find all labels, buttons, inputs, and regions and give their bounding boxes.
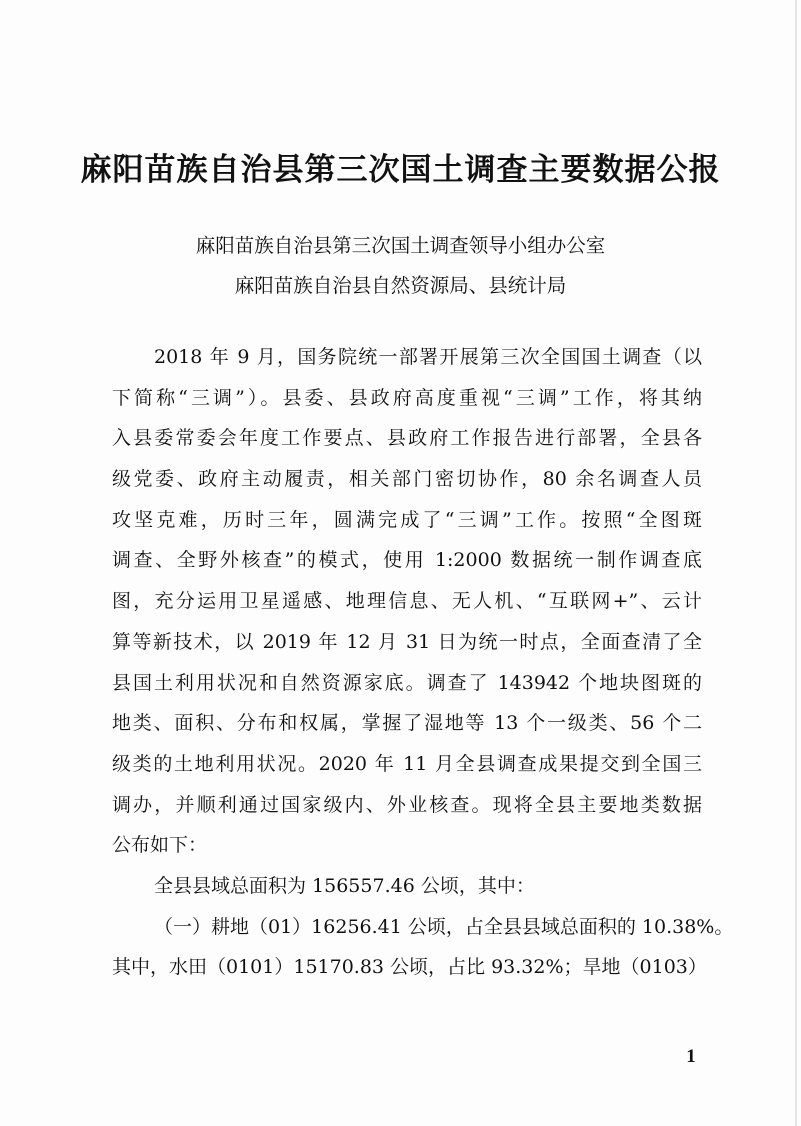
- paragraph-line: 县国土利用状况和自然资源家底。调查了 143942 个地块图斑的: [112, 671, 702, 694]
- paragraph-line: 全县县域总面积为 156557.46 公顷，其中：: [154, 874, 535, 897]
- paragraph-line: 攻坚克难，历时三年，圆满完成了“三调”工作。按照“全图斑: [112, 508, 702, 531]
- paragraph-line: 地类、面积、分布和权属，掌握了湿地等 13 个一级类、56 个二: [112, 712, 702, 735]
- paragraph-line: 级党委、政府主动履责，相关部门密切协作，80 余名调查人员: [112, 468, 702, 491]
- paragraph-line: 调办，并顺利通过国家级内、外业核查。现将全县主要地类数据: [112, 793, 702, 816]
- paragraph-line: 入县委常委会年度工作要点、县政府工作报告进行部署，全县各: [112, 427, 702, 450]
- scan-edge: [795, 0, 797, 1126]
- paragraph-line: 公布如下：: [112, 834, 208, 857]
- author-line: 麻阳苗族自治县自然资源局、县统计局: [234, 274, 567, 297]
- paragraph-line: 图，充分运用卫星遥感、地理信息、无人机、“互联网+”、云计: [112, 590, 702, 613]
- page-number: 1: [686, 1046, 696, 1067]
- body-text: [112, 337, 734, 988]
- paragraph-line: 级类的土地利用状况。2020 年 11 月全县调查成果提交到全国三: [112, 752, 702, 775]
- paragraph-line: 算等新技术，以 2019 年 12 月 31 日为统一时点，全面查清了全: [112, 630, 702, 653]
- document-title: 麻阳苗族自治县第三次国土调查主要数据公报: [80, 152, 721, 188]
- paragraph-line: 下简称“三调”）。县委、县政府高度重视“三调”工作，将其纳: [112, 386, 702, 409]
- paragraph-line: 2018 年 9 月，国务院统一部署开展第三次全国国土调查（以: [154, 346, 702, 368]
- author-block: [0, 226, 801, 306]
- paragraph-line: （一）耕地（01）16256.41 公顷，占全县县域总面积的 10.38%。: [154, 915, 734, 938]
- paragraph-line: 调查、全野外核查”的模式，使用 1:2000 数据统一制作调查底: [112, 549, 702, 572]
- author-line: 麻阳苗族自治县第三次国土调查领导小组办公室: [195, 234, 606, 257]
- paragraph-line: 其中，水田（0101）15170.83 公顷，占比 93.32%；旱地（0103）: [112, 956, 707, 979]
